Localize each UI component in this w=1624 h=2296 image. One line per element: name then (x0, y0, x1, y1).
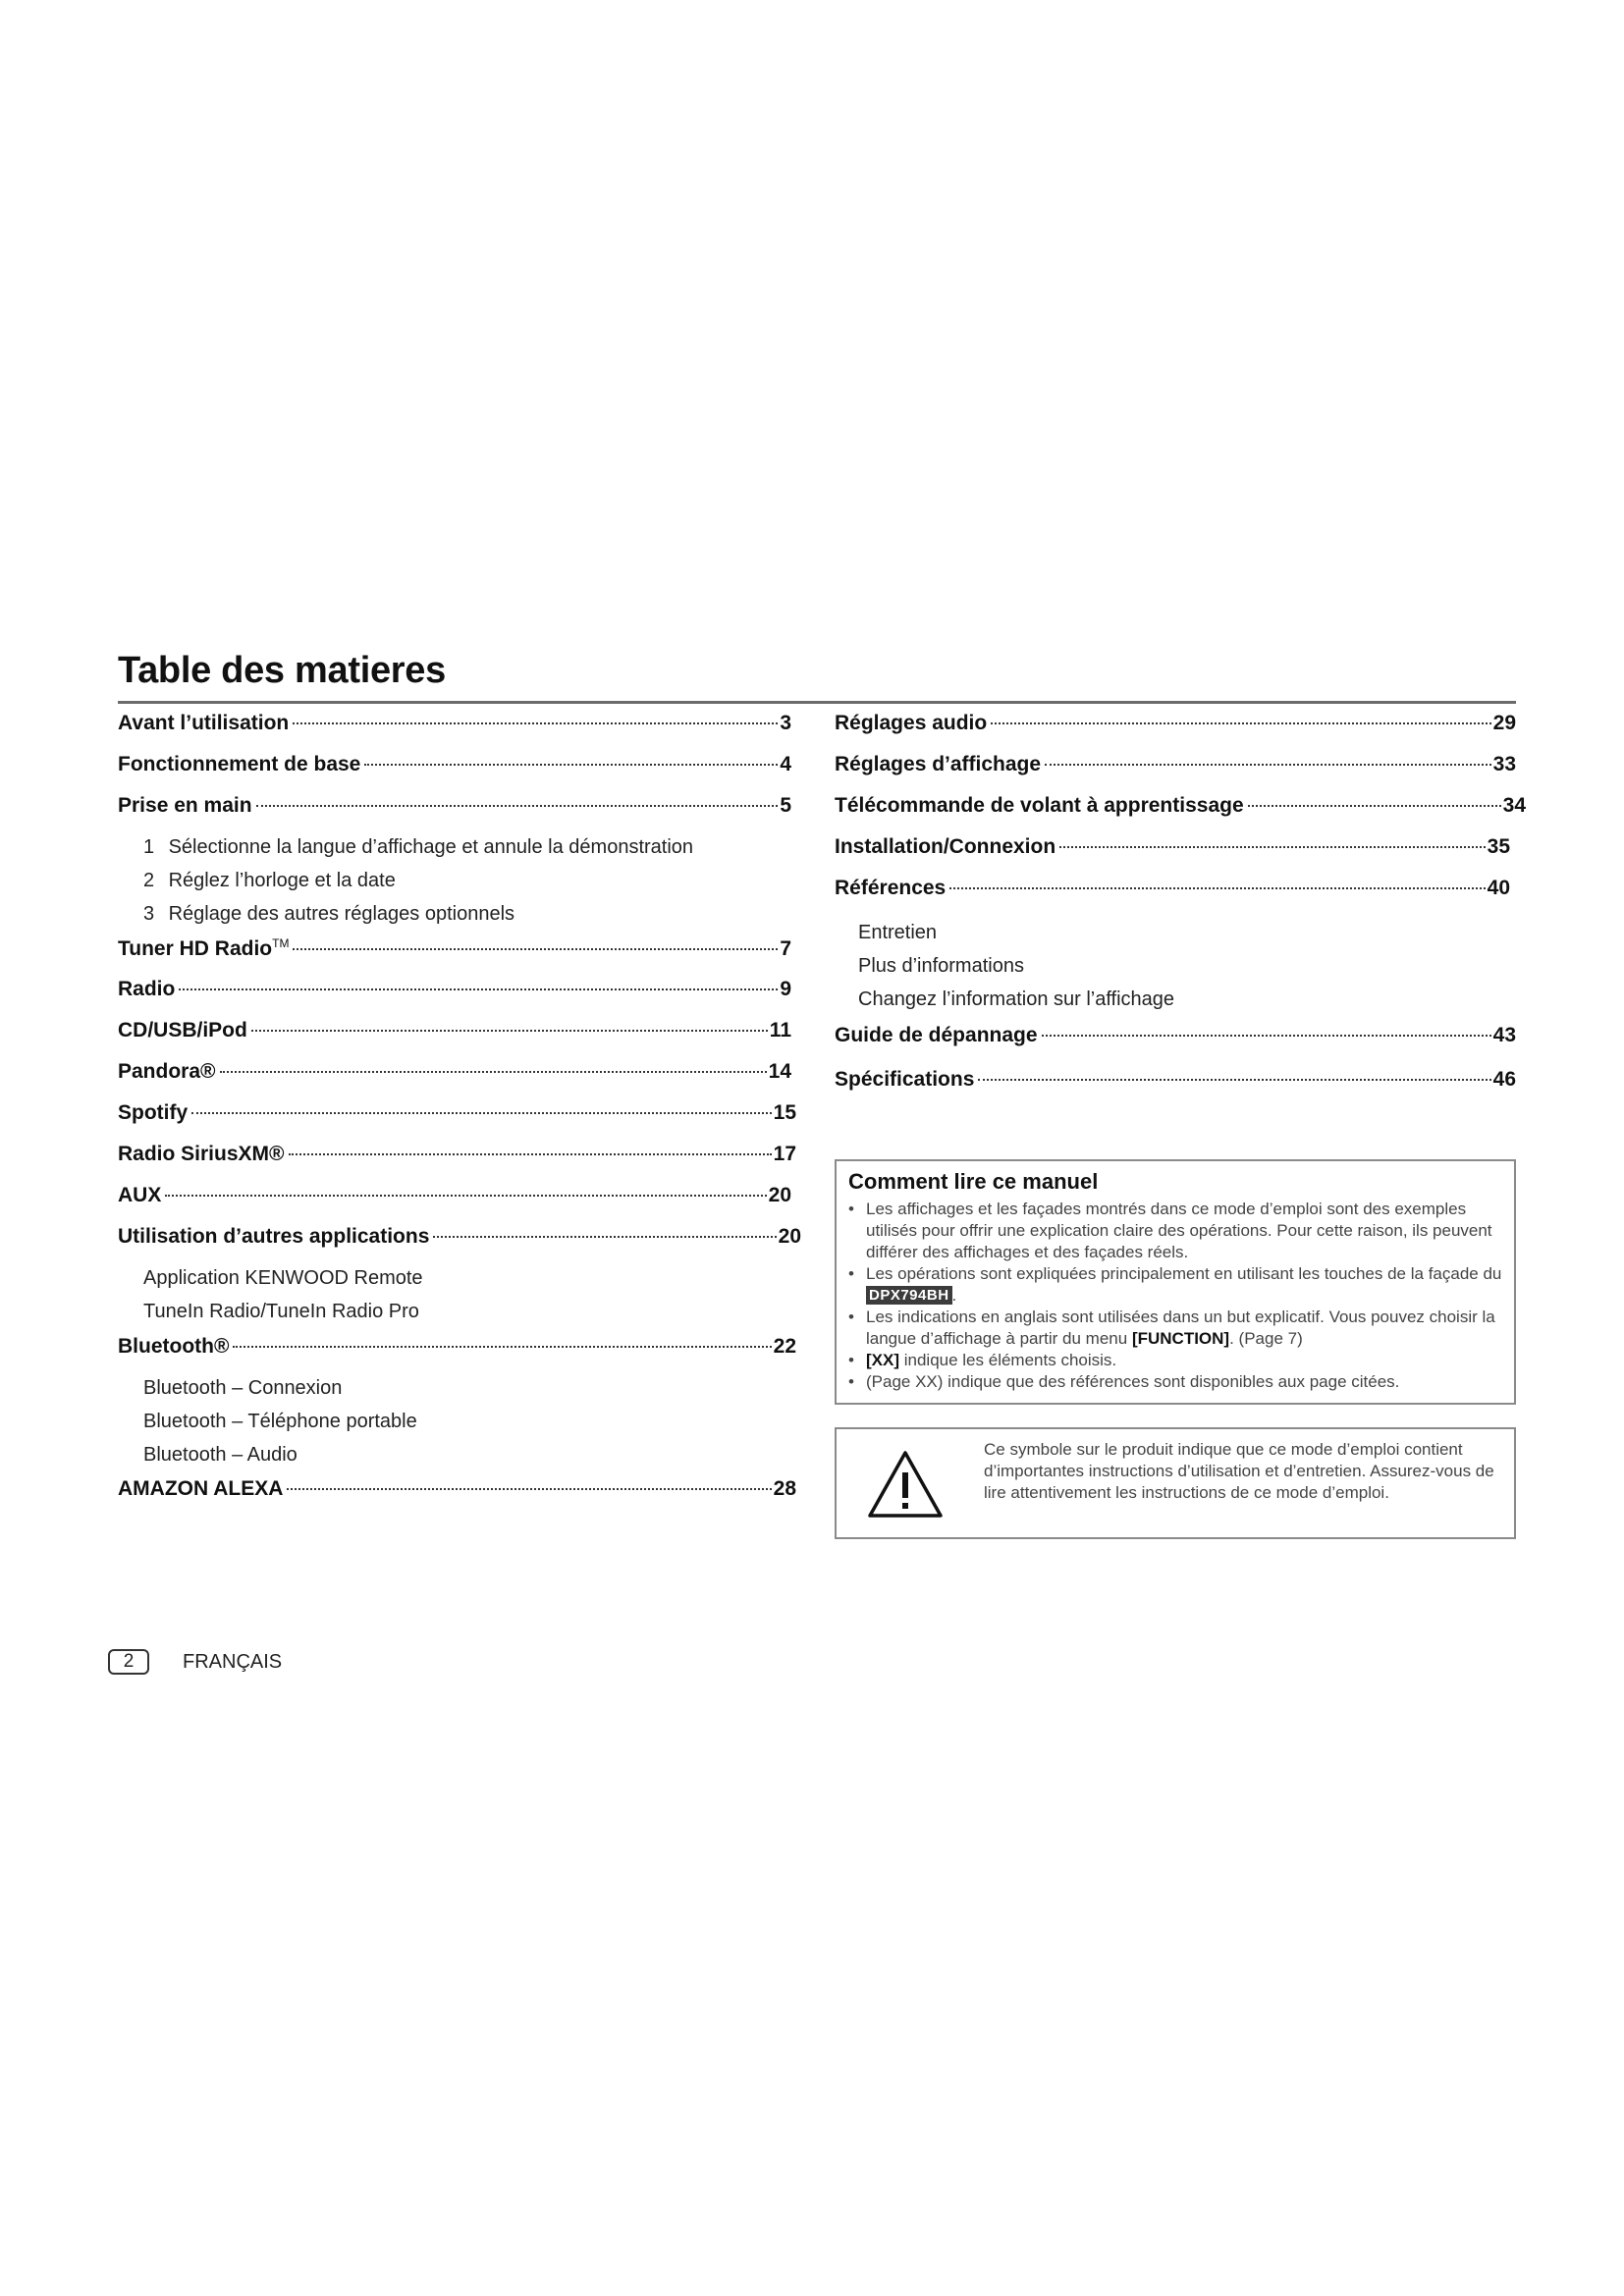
toc-subentry[interactable] (858, 955, 1024, 978)
toc-entry-page: 7 (780, 937, 791, 960)
toc-entry-page: 29 (1492, 712, 1516, 734)
toc-entry-label: Réglages audio (835, 712, 988, 734)
toc-entry-aux[interactable] (118, 1184, 791, 1207)
toc-entry-label: Réglages d’affichage (835, 753, 1042, 775)
how-to-read-box (835, 1159, 1516, 1405)
warning-box (835, 1427, 1516, 1539)
toc-entry-label: Avant l’utilisation (118, 712, 290, 734)
toc-entry-page: 3 (780, 712, 791, 734)
subentry-label: Bluetooth – Audio (143, 1444, 298, 1466)
toc-subentry[interactable] (143, 870, 396, 892)
toc-entry-page: 43 (1492, 1024, 1516, 1046)
language-label: FRANÇAIS (183, 1651, 283, 1673)
leader-dots (433, 1236, 776, 1238)
subentry-label: Réglage des autres réglages optionnels (168, 903, 515, 925)
toc-entry-guide-depannage[interactable] (835, 1024, 1516, 1047)
leader-dots (1042, 1035, 1491, 1037)
subentry-label: Réglez l’horloge et la date (168, 870, 396, 891)
leader-dots (991, 722, 1490, 724)
toc-entry-label: Utilisation d’autres applications (118, 1225, 430, 1248)
subentry-label: Application KENWOOD Remote (143, 1267, 423, 1289)
toc-entry-reglages-audio[interactable] (835, 712, 1516, 735)
toc-entry-page: 20 (778, 1225, 801, 1248)
toc-entry-label: Tuner HD Radio™ (118, 936, 290, 960)
toc-entry-references[interactable] (835, 877, 1510, 900)
toc-entry-label: Installation/Connexion (835, 835, 1056, 858)
toc-entry-label: Références (835, 877, 947, 899)
toc-entry-avant-utilisation[interactable] (118, 712, 791, 735)
toc-entry-page: 9 (780, 978, 791, 1000)
toc-entry-page: 20 (768, 1184, 791, 1206)
page-number: 2 (108, 1649, 149, 1675)
toc-entry-page: 40 (1487, 877, 1510, 899)
subentry-number: 3 (143, 903, 155, 925)
subentry-label: Changez l’information sur l’affichage (858, 988, 1175, 1010)
model-badge: DPX794BH (866, 1286, 952, 1305)
leader-dots (293, 948, 778, 950)
toc-entry-label: CD/USB/iPod (118, 1019, 247, 1041)
leader-dots (949, 887, 1485, 889)
toc-entry-reglages-affichage[interactable] (835, 753, 1516, 776)
toc-subentry[interactable] (143, 1267, 423, 1290)
toc-entry-page: 35 (1487, 835, 1510, 858)
how-to-read-title: Comment lire ce manuel (848, 1169, 1099, 1194)
how-to-read-bullet: • Les indications en anglais sont utilisées dans un but explicatif. Vous pouvez choisir la langue d’affichage à partir du menu [FUNCTION]. (Page 7) (846, 1307, 1504, 1350)
leader-dots (233, 1346, 771, 1348)
toc-entry-page: 28 (773, 1477, 796, 1500)
leader-dots (364, 764, 778, 766)
toc-entry-pandora[interactable] (118, 1060, 791, 1084)
leader-dots (293, 722, 778, 724)
toc-entry-page: 33 (1492, 753, 1516, 775)
leader-dots (179, 988, 778, 990)
trademark-sup: TM (272, 936, 290, 950)
toc-entry-page: 11 (769, 1019, 791, 1041)
toc-subentry[interactable] (143, 836, 693, 859)
subentry-label: Plus d’informations (858, 955, 1024, 977)
subentry-label: Sélectionne la langue d’affichage et annule la démonstration (168, 836, 694, 858)
toc-entry-label: Spotify (118, 1101, 189, 1124)
subentry-label: TuneIn Radio/TuneIn Radio Pro (143, 1301, 419, 1322)
how-to-read-bullet: • Les opérations sont expliquées principalement en utilisant les touches de la façade du DPX794BH . (846, 1263, 1504, 1307)
function-button-ref: [FUNCTION] (1131, 1329, 1230, 1348)
leader-dots (256, 805, 779, 807)
toc-entry-radio[interactable] (118, 978, 791, 1001)
toc-subentry[interactable] (858, 988, 1174, 1011)
warning-text: Ce symbole sur le produit indique que ce mode d’emploi contient d’importantes instructions d’utilisation et d’entretien. Assurez-vous de lire attentivement les instructions de ce mode d’emploi. (984, 1440, 1494, 1502)
toc-entry-label: Guide de dépannage (835, 1024, 1038, 1046)
leader-dots (1059, 846, 1485, 848)
leader-dots (191, 1112, 771, 1114)
subentry-number: 2 (143, 870, 155, 891)
toc-entry-page: 15 (773, 1101, 796, 1124)
toc-entry-label: AMAZON ALEXA (118, 1477, 284, 1500)
how-to-read-bullet: • Les affichages et les façades montrés dans ce mode d’emploi sont des exemples utilisés pour offrir une explication claire des opérations. Pour cette raison, ils peuvent différer des affichages et des façades réels. (846, 1199, 1504, 1263)
leader-dots (289, 1153, 772, 1155)
how-to-read-bullet: • (Page XX) indique que des références sont disponibles aux page citées. (846, 1371, 1504, 1393)
leader-dots (1045, 764, 1491, 766)
toc-entry-radio-siriusxm[interactable] (118, 1143, 796, 1166)
toc-entry-spotify[interactable] (118, 1101, 796, 1125)
warning-triangle-icon (866, 1449, 945, 1520)
toc-entry-label: Fonctionnement de base (118, 753, 361, 775)
toc-entry-telecommande-volant[interactable] (835, 794, 1526, 818)
toc-subentry[interactable] (143, 1444, 298, 1467)
toc-subentry[interactable] (143, 1301, 419, 1323)
subentry-number: 1 (143, 836, 155, 858)
subentry-label: Entretien (858, 922, 938, 943)
toc-entry-page: 14 (768, 1060, 791, 1083)
toc-subentry[interactable] (143, 903, 514, 926)
toc-entry-label: Pandora® (118, 1060, 216, 1083)
toc-entry-cd-usb-ipod[interactable] (118, 1019, 791, 1042)
subentry-label: Bluetooth – Connexion (143, 1377, 343, 1399)
toc-entry-page: 17 (773, 1143, 796, 1165)
toc-entry-label: Spécifications (835, 1068, 975, 1091)
toc-entry-page: 22 (773, 1335, 796, 1358)
leader-dots (165, 1195, 766, 1197)
toc-subentry[interactable] (858, 922, 937, 944)
toc-entry-label: Prise en main (118, 794, 252, 817)
toc-entry-label: Bluetooth® (118, 1335, 230, 1358)
toc-entry-specifications[interactable] (835, 1068, 1516, 1092)
page-title: Table des matieres (118, 650, 446, 691)
toc-entry-installation-connexion[interactable] (835, 835, 1510, 859)
subentry-label: Bluetooth – Téléphone portable (143, 1411, 417, 1432)
toc-subentry[interactable] (143, 1411, 417, 1433)
leader-dots (251, 1030, 768, 1032)
toc-entry-prise-en-main[interactable] (118, 794, 791, 818)
toc-entry-fonctionnement[interactable] (118, 753, 791, 776)
leader-dots (220, 1071, 767, 1073)
toc-entry-page: 4 (780, 753, 791, 775)
how-to-read-bullet: • [XX] indique les éléments choisis. (846, 1350, 1504, 1371)
toc-entry-label: Radio (118, 978, 176, 1000)
toc-entry-bluetooth[interactable] (118, 1335, 796, 1359)
leader-dots (1248, 805, 1501, 807)
title-divider (118, 701, 1516, 704)
toc-entry-page: 5 (780, 794, 791, 817)
xx-button-ref: [XX] (866, 1351, 899, 1369)
toc-entry-page: 46 (1492, 1068, 1516, 1091)
leader-dots (287, 1488, 771, 1490)
toc-subentry[interactable] (143, 1377, 342, 1400)
toc-entry-label: Radio SiriusXM® (118, 1143, 285, 1165)
toc-entry-tuner-hd-radio[interactable] (118, 936, 791, 961)
toc-entry-autres-applications[interactable] (118, 1225, 801, 1249)
toc-entry-label: AUX (118, 1184, 162, 1206)
toc-entry-page: 34 (1502, 794, 1526, 817)
leader-dots (978, 1079, 1490, 1081)
toc-entry-amazon-alexa[interactable] (118, 1477, 796, 1501)
how-to-read-list (846, 1199, 1504, 1393)
toc-entry-label: Télécommande de volant à apprentissage (835, 794, 1244, 817)
